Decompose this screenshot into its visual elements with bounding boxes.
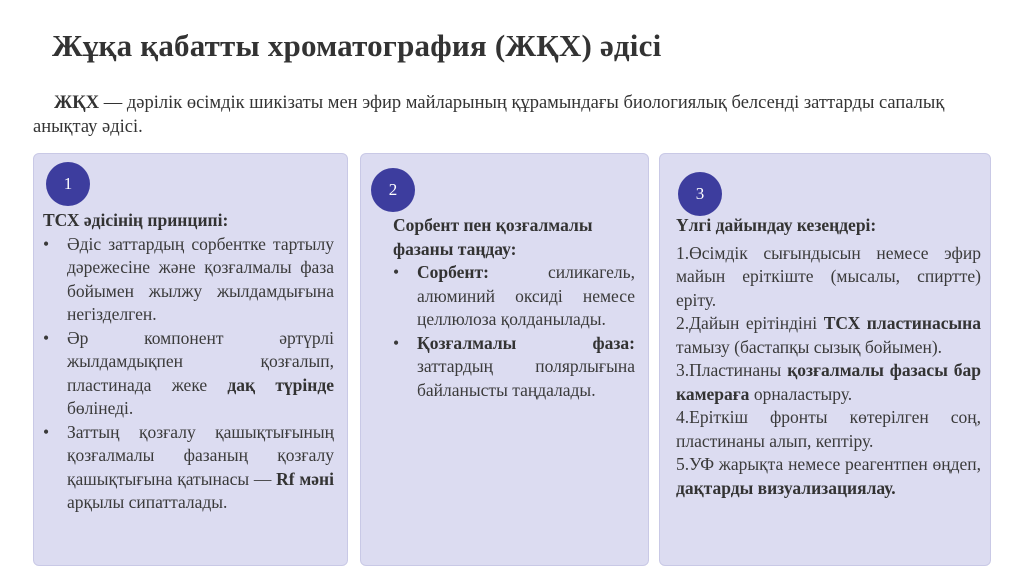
step-item: 3.Пластинаны қозғалмалы фазасы бар камераға орналастыру. [676, 360, 981, 404]
list-item-bold: Қозғалмалы фаза: [417, 332, 635, 353]
list-item [43, 327, 334, 421]
number-badge: 3 [678, 172, 722, 216]
card-principle [33, 153, 348, 566]
list-item [393, 332, 635, 403]
list-item [43, 233, 334, 327]
list-item-text: силикагель, алюминий оксиді немесе целлюлоза қолданылады. [417, 262, 635, 329]
step-item: 1.Өсімдік сығындысын немесе эфир майын еріткіште (мысалы, спиртте) еріту. [676, 242, 981, 310]
number-badge: 2 [371, 168, 415, 212]
step-item: 4.Еріткіш фронты көтерілген соң, пластинаны алып, кептіру. [676, 407, 981, 451]
slide-title: Жұқа қабатты хроматография (ЖҚХ) әдісі [52, 28, 662, 63]
card-heading: Сорбент пен қозғалмалы фазаны таңдау: [393, 215, 593, 259]
list-item-text: Әр компонент әртүрлі жылдамдықпен қозғалып, пластинада жеке [67, 327, 334, 395]
bullet-icon: • [393, 262, 400, 282]
bullet-icon: • [43, 233, 50, 254]
number-badge: 1 [46, 162, 90, 206]
list-item [43, 421, 334, 515]
bullet-icon: • [393, 332, 400, 353]
intro-term: ЖҚХ [54, 93, 100, 113]
list-item [393, 261, 635, 332]
step-item: 2.Дайын ерітіндіні ТСХ пластинасына тамызу (бастапқы сызық бойымен). [676, 313, 981, 357]
list-item-bold: дақ түрінде [227, 374, 334, 395]
list-item-text: бөлінеді. [67, 398, 134, 418]
list-item-bold: Rf мәні [276, 468, 334, 489]
list-item-text: заттардың полярлығына байланысты таңдалады. [417, 356, 635, 400]
intro-text: — дәрілік өсімдік шикізаты мен эфир майларының құрамындағы биологиялық белсенді заттарды сапалық анықтау әдісі. [33, 93, 945, 137]
intro-paragraph [33, 91, 1008, 139]
card-heading: ТСХ әдісінің принципі: [43, 210, 229, 230]
list-item-text: Заттың қозғалу қашықтығының қозғалмалы фазаның қозғалу қашықтығына қатынасы — [67, 421, 334, 489]
bullet-icon: • [43, 327, 50, 348]
card-sample-preparation [659, 153, 991, 566]
card-heading: Үлгі дайындау кезеңдері: [676, 215, 877, 235]
step-item: 5.УФ жарықта немесе реагентпен өңдеп, дақтарды визуализациялау. [676, 454, 981, 498]
bullet-icon: • [43, 421, 50, 442]
card-sorbent [360, 153, 649, 566]
list-item-text: Әдіс заттардың сорбентке тартылу дәрежесіне және қозғалмалы фаза бойымен жылжу жылдамдығына негізделген. [67, 233, 334, 324]
list-item-bold: Сорбент: [417, 262, 489, 282]
list-item-text: арқылы сипатталады. [67, 492, 228, 512]
